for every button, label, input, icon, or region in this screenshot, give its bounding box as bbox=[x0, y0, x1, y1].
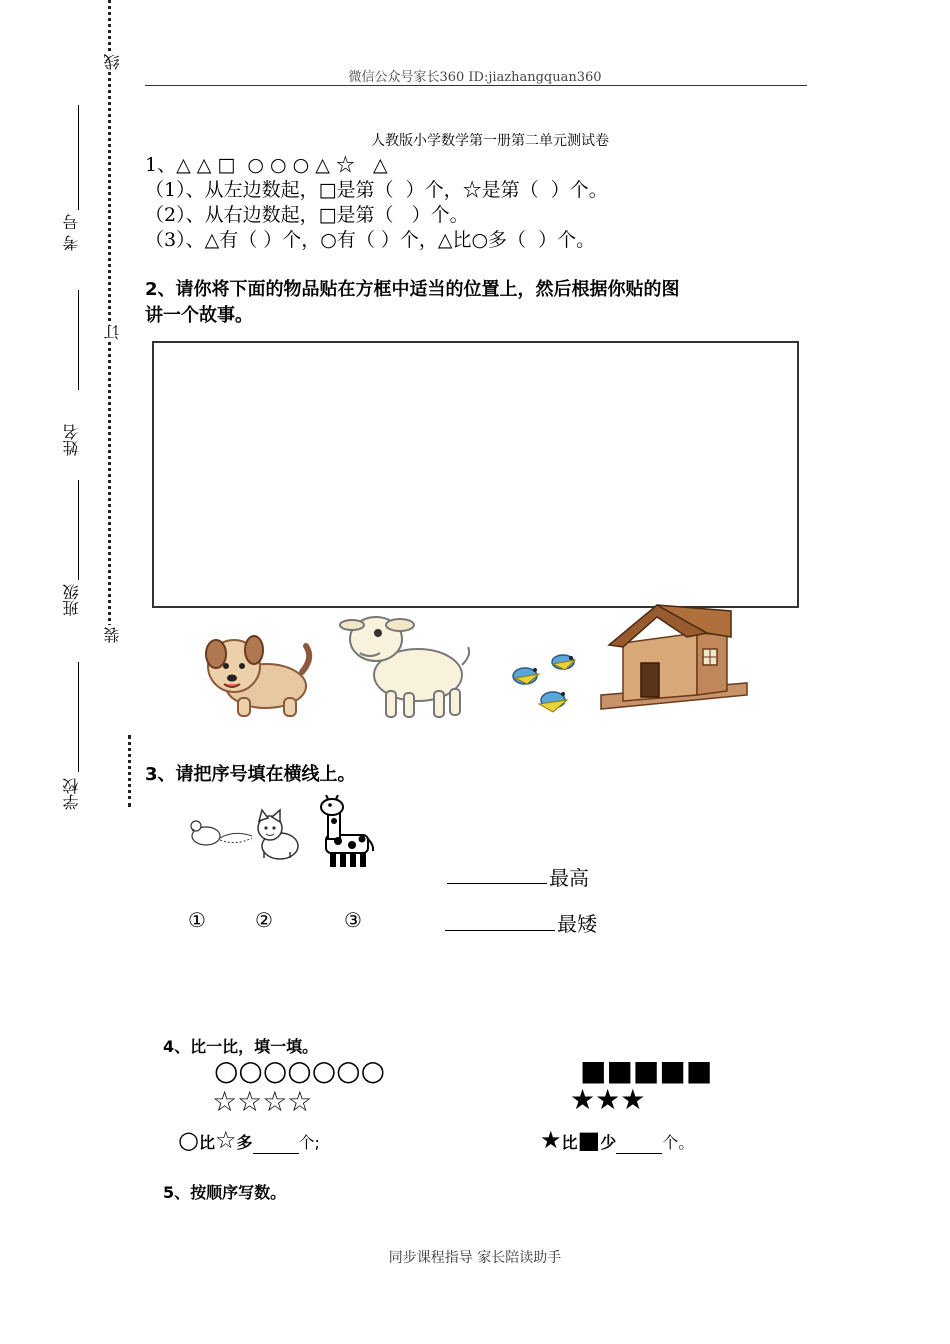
banji-blank-line bbox=[78, 662, 79, 772]
q1-part3: （3）、△有（ ）个，○有（ ）个，△比○多（ ）个。 bbox=[145, 229, 596, 251]
q4-black-stars: ★★★ bbox=[570, 1083, 646, 1116]
mouse-image bbox=[184, 812, 254, 852]
q3-number-3: ③ bbox=[344, 908, 362, 932]
birds-image[interactable] bbox=[505, 650, 585, 720]
xingming-blank-line bbox=[78, 480, 79, 580]
q2-title-line2: 讲一个故事。 bbox=[145, 305, 253, 326]
q4-left-ge: 个; bbox=[298, 1133, 320, 1152]
lamb-image[interactable] bbox=[338, 603, 478, 721]
q4-right-bi: 比 bbox=[561, 1133, 578, 1152]
shortest-answer-line[interactable] bbox=[445, 930, 555, 931]
label-kaohao: 考 号 bbox=[62, 214, 81, 252]
q4-left-compare bbox=[178, 1126, 320, 1154]
kaohao-blank-line-2 bbox=[78, 290, 79, 390]
binding-label-xian: 线 bbox=[103, 54, 122, 70]
giraffe-image bbox=[318, 795, 378, 870]
page-title: 人教版小学数学第一册第二单元测试卷 bbox=[371, 133, 609, 149]
header-rule bbox=[145, 85, 807, 86]
tallest-label: 最高 bbox=[549, 866, 589, 890]
house-image[interactable] bbox=[597, 603, 752, 713]
q4-right-compare bbox=[540, 1126, 694, 1154]
black-star-icon: ★ bbox=[540, 1126, 562, 1154]
q1-part2: （2）、从右边数起，□是第（ ）个。 bbox=[145, 204, 469, 226]
binding-label-ding: 订 bbox=[103, 324, 122, 340]
q3-number-2: ② bbox=[255, 908, 273, 932]
q4-left-answer-blank[interactable] bbox=[253, 1135, 299, 1154]
q4-white-stars: ☆☆☆☆ bbox=[212, 1085, 313, 1118]
q4-left-bi: 比 bbox=[198, 1133, 215, 1152]
black-square-icon: ■ bbox=[577, 1126, 601, 1154]
label-banji: 班级 bbox=[62, 584, 81, 616]
q4-right-ge: 个。 bbox=[662, 1133, 695, 1152]
q4-right-shao: 少 bbox=[600, 1133, 617, 1152]
white-star-icon: ☆ bbox=[214, 1126, 237, 1154]
q5-title: 5、按顺序写数。 bbox=[163, 1183, 287, 1202]
q3-number-1: ① bbox=[188, 908, 206, 932]
q4-circles: ○○○○○○○ bbox=[214, 1054, 386, 1087]
q4-right-answer-blank[interactable] bbox=[616, 1135, 662, 1154]
q4-left-duo: 多 bbox=[236, 1133, 253, 1152]
label-xingming: 姓名 bbox=[62, 424, 81, 456]
cat-image bbox=[250, 808, 305, 863]
q4-title: 4、比一比，填一填。 bbox=[163, 1037, 319, 1056]
q1-part1: （1）、从左边数起，□是第（ ）个，☆是第（ ）个。 bbox=[145, 179, 608, 201]
q1-shapes: 1、△ △ □ ○ ○ ○ △ ☆ △ bbox=[145, 154, 388, 176]
sticker-frame[interactable] bbox=[152, 341, 799, 608]
binding-label-zhuang: 装 bbox=[103, 627, 122, 643]
q4-squares: ■■■■■ bbox=[580, 1054, 713, 1087]
kaohao-blank-line bbox=[78, 105, 79, 210]
q3-title: 3、请把序号填在横线上。 bbox=[145, 764, 356, 785]
circle-icon: ○ bbox=[178, 1126, 199, 1154]
dog-image[interactable] bbox=[196, 628, 321, 720]
shortest-label: 最矮 bbox=[557, 912, 597, 936]
binding-dotted-line-lower bbox=[128, 735, 131, 807]
header-watermark: 微信公众号家长360 ID:jiazhangquan360 bbox=[348, 70, 602, 85]
tallest-answer-line[interactable] bbox=[447, 883, 547, 884]
q2-title-line1: 2、请你将下面的物品贴在方框中适当的位置上，然后根据你贴的图 bbox=[145, 279, 680, 300]
label-xuexiao: 学校 bbox=[62, 778, 81, 810]
page-footer: 同步课程指导 家长陪读助手 bbox=[388, 1250, 562, 1266]
